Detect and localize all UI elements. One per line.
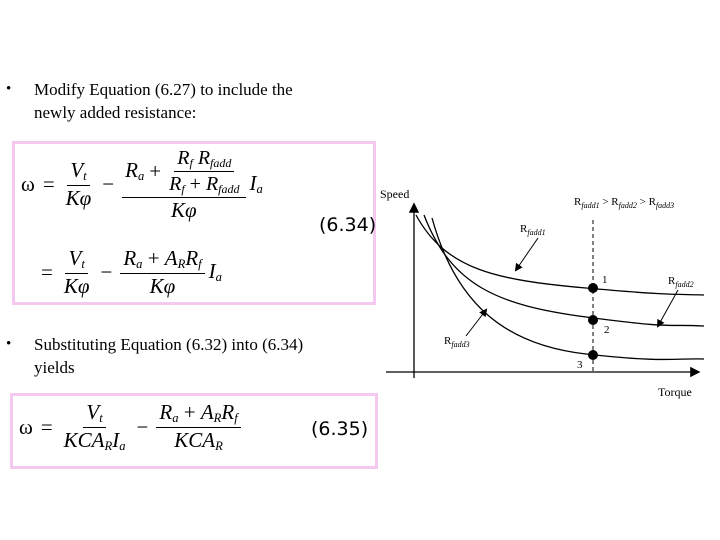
fraction-vt-kcarla: $\frac{V_t}{KCA_RI_a}$ [63, 400, 126, 453]
curve-label-rfadd3: $R_{fadd3}$ [444, 335, 470, 349]
equation-box-6-35 [10, 393, 378, 469]
operating-point-2 [588, 315, 598, 325]
omega-symbol: ω [21, 172, 35, 196]
equation-line-1: ω = $\frac{V_t}{K\varphi}$ − $R_a$ + $\frac{R_f R_{fadd}}{R_f + R_{fadd}}$ Kφ $I_a$ [21, 147, 263, 222]
minus-sign: − [102, 172, 115, 196]
bullet-1 [6, 78, 293, 124]
bullet-2-line2: yields [34, 358, 75, 377]
bullet-1-line1: Modify Equation (6.27) to include the [34, 80, 293, 99]
operating-point-3 [588, 350, 598, 360]
curve-rfadd3 [432, 218, 704, 360]
bullet-dot: • [6, 81, 12, 97]
point-label-1: 1 [602, 274, 608, 286]
curve-label-rfadd2: $R_{fadd2}$ [668, 275, 694, 289]
bullet-2-line1: Substituting Equation (6.32) into (6.34) [34, 335, 304, 354]
equation-line-2: = $\frac{V_t}{K\varphi}$ − $\frac{R_a + A_RR_f}{K\varphi}$ $I_a$ [41, 246, 222, 298]
curve-rfadd2 [424, 215, 704, 326]
bullet-1-line2: newly added resistance: [34, 103, 197, 122]
equation-6-35: ω = $\frac{V_t}{KCA_RI_a}$ − $\frac{R_a + A_RR_f}{KCA_R}$ [19, 402, 241, 452]
equation-box-6-34 [12, 141, 376, 305]
curve-rfadd1 [416, 215, 704, 295]
curve-label-rfadd1: $R_{fadd1}$ [520, 223, 546, 237]
torque-speed-graph [380, 180, 716, 410]
resistance-relation: $R_{fadd1} > R_{fadd2} > R_{fadd3}$ [574, 196, 675, 210]
bullet-dot: • [6, 336, 12, 352]
operating-point-1 [588, 283, 598, 293]
equals-sign: = [42, 172, 55, 196]
fraction-resistance-kcar: $\frac{R_a + A_RR_f}{KCA_R}$ [156, 402, 240, 452]
equation-number-6-34: (6.34) [319, 214, 377, 236]
x-axis-label: Torque [658, 385, 692, 399]
bullet-2 [6, 333, 304, 379]
fraction-resistance-kphi: $R_a$ + $\frac{R_f R_{fadd}}{R_f + R_{fadd}}$ Kφ [122, 148, 245, 221]
y-axis-label: Speed [380, 187, 410, 201]
fraction-vt-kphi: $\frac{V_t}{K\varphi}$ [65, 158, 92, 210]
point-label-3: 3 [577, 359, 583, 371]
point-label-2: 2 [604, 324, 610, 336]
equation-number-6-35: (6.35) [311, 418, 369, 440]
